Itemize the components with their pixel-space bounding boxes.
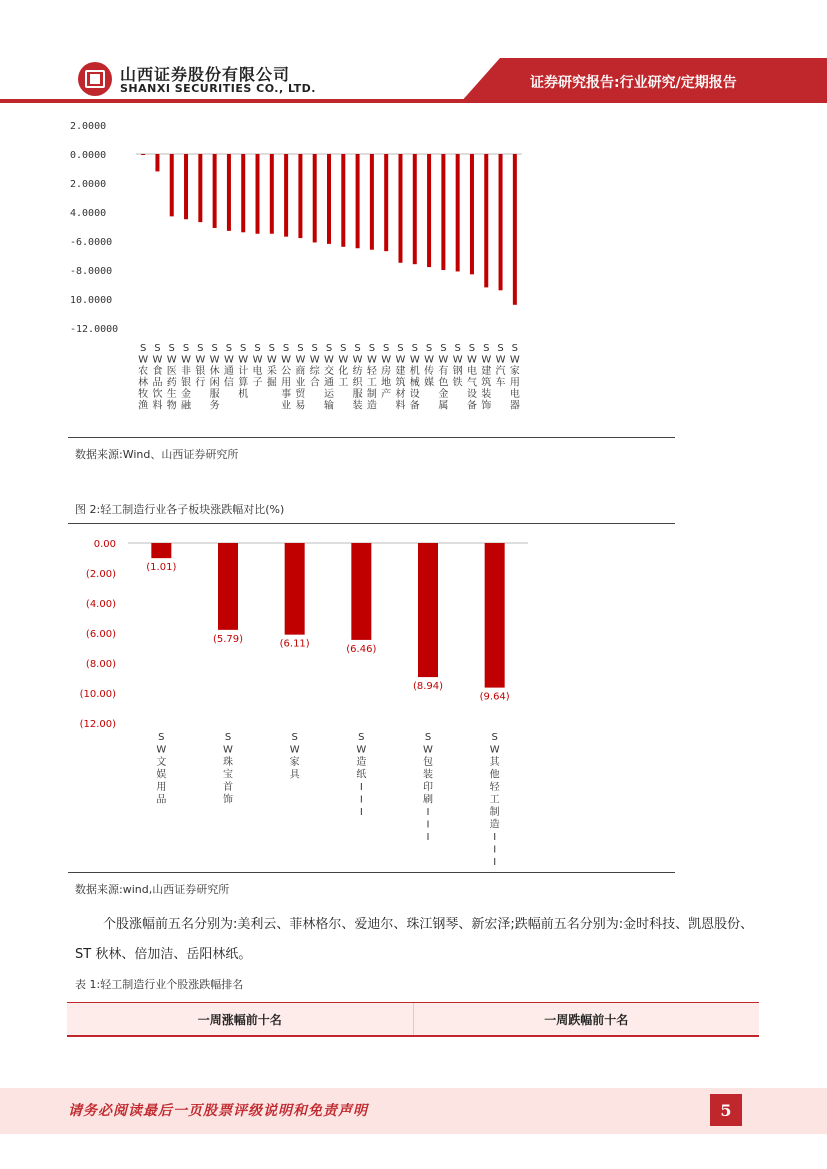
x-category-label: S W 医药生物 [166,343,177,412]
bar [418,543,438,677]
x-category-label: S W 其他轻工制造 I I I [489,732,500,868]
data-label: (1.01) [146,562,177,574]
bar [398,154,402,263]
bar [284,154,288,237]
x-category-label: S W 采掘 [266,343,277,389]
company-name-en: SHANXI SECURITIES CO., LTD. [120,82,316,95]
bar [370,154,374,250]
x-category-label: S W 休闲服务 [209,343,220,412]
x-category-label: S W 商业贸易 [295,343,306,412]
table-header-losers: 一周跌幅前十名 [413,1003,760,1035]
chart1-source: 数据来源:Wind、山西证券研究所 [75,448,239,461]
x-category-label: S W 机械设备 [409,343,420,412]
bar [456,154,460,271]
x-category-label: S W 银行 [195,343,206,389]
table-title: 表 1:轻工制造行业个股涨跌幅排名 [75,978,244,991]
data-label: (6.11) [279,638,310,650]
y-tick-label: 0.00 [93,539,116,550]
bar [141,154,145,155]
x-category-label: S W 公用事业 [281,343,292,412]
x-category-label: S W 电子 [252,343,263,389]
y-tick-label: 10.0000 [70,295,113,306]
y-tick-label: (6.00) [85,629,116,640]
report-type: 证券研究报告:行业研究/定期报告 [530,75,737,91]
bar [151,543,171,558]
data-label: (6.46) [346,643,377,655]
x-category-label: S W 通信 [223,343,234,389]
bar [313,154,317,242]
x-category-label: S W 纺织服装 [352,343,363,412]
x-category-label: S W 计算机 [238,343,249,400]
y-tick-label: (10.00) [79,689,116,700]
x-category-label: S W 轻工制造 [366,343,377,412]
x-category-label: S W 家用电器 [509,343,520,412]
bar [513,154,517,305]
x-category-label: S W 建筑装饰 [481,343,492,412]
y-tick-label: -12.0000 [70,324,119,335]
bar [384,154,388,251]
divider [68,523,675,524]
x-category-label: S W 食品饮料 [152,343,163,412]
x-category-label: S W 文娱用品 [156,732,167,806]
y-tick-label: (4.00) [85,599,116,610]
bar [213,154,217,228]
y-tick-label: -6.0000 [70,237,113,248]
bar [170,154,174,216]
chart2-source: 数据来源:wind,山西证券研究所 [75,883,230,896]
bar [441,154,445,270]
x-category-label: S W 房地产 [381,343,392,400]
table-header-gainers: 一周涨幅前十名 [197,1012,282,1027]
ranking-table-header [67,1002,759,1037]
x-category-label: S W 交通运输 [324,343,334,412]
x-category-label: S W 珠宝首饰 [223,732,233,806]
body-paragraph: 个股涨幅前五名分别为:美利云、菲林格尔、爱迪尔、珠江钢琴、新宏泽;跌幅前五名分别为:金时科技、凯恩股份、ST 秋林、倍加洁、岳阳林纸。 [75,917,754,962]
bar [485,543,505,688]
bar [484,154,488,287]
y-tick-label: 0.0000 [70,150,107,161]
bar [470,154,474,274]
bar [327,154,331,244]
disclaimer-notice: 请务必阅读最后一页股票评级说明和免责声明 [68,1103,368,1119]
data-label: (9.64) [479,691,510,703]
x-category-label: S W 电气设备 [466,343,477,412]
bar [427,154,431,267]
page-number: 5 [710,1094,742,1126]
logo-square [90,74,100,84]
x-category-label: S W 有色金属 [438,343,449,412]
industry-returns-chart [70,115,540,433]
divider [68,437,675,438]
bar [285,543,305,635]
x-category-label: S W 汽车 [495,343,506,389]
subsector-returns-chart [70,528,540,868]
bar [198,154,202,222]
bar [499,154,503,290]
x-category-label: S W 化工 [338,343,349,389]
y-tick-label: 2.0000 [70,121,107,132]
x-category-label: S W 建筑材料 [395,343,406,412]
y-tick-label: 2.0000 [70,179,107,190]
y-tick-label: (8.00) [85,659,116,670]
y-tick-label: 4.0000 [70,208,107,219]
x-category-label: S W 非银金融 [181,343,192,412]
x-category-label: S W 综合 [309,343,320,389]
bar [241,154,245,232]
x-category-label: S W 包装印刷 I I I [423,732,433,843]
bar [270,154,274,234]
bar [356,154,360,248]
bar [184,154,188,219]
divider [68,872,675,873]
bar [341,154,345,247]
y-tick-label: (2.00) [85,569,116,580]
x-category-label: S W 钢铁 [452,343,463,389]
header-band [0,99,827,103]
bar [218,543,238,630]
data-label: (5.79) [212,633,244,645]
bar [351,543,371,640]
data-label: (8.94) [412,681,444,693]
y-tick-label: -8.0000 [70,266,113,277]
x-category-label: S W 造纸 I I I [356,732,367,818]
company-name-cn: 山西证券股份有限公司 [120,65,291,84]
bar [298,154,302,238]
bar [227,154,231,231]
y-tick-label: (12.00) [79,719,116,730]
bar [413,154,417,264]
x-category-label: S W 传媒 [424,343,435,389]
bar [155,154,159,171]
bar [256,154,260,234]
x-category-label: S W 家具 [289,732,300,781]
x-category-label: S W 农林牧渔 [138,343,149,412]
chart2-title: 图 2:轻工制造行业各子板块涨跌幅对比(%) [75,503,285,516]
